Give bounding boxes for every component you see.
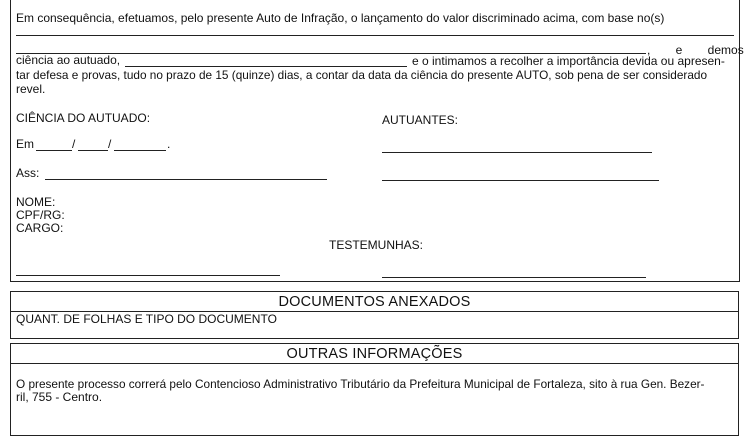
auto-text-line2-end: , e demos (647, 43, 744, 57)
date-slash-1: / (72, 137, 76, 151)
auto-text-line3a: ciência ao autuado, (16, 53, 121, 67)
autuante-signature-2[interactable] (382, 180, 659, 181)
documentos-anexados-section (10, 291, 739, 339)
date-year-field[interactable] (114, 150, 166, 151)
ciencia-label: CIÊNCIA DO AUTUADO: (16, 111, 151, 125)
cpf-label: CPF/RG: (16, 208, 65, 222)
legal-basis-field[interactable] (16, 35, 734, 36)
testemunha-signature-2[interactable] (382, 277, 646, 278)
ass-label: Ass: (16, 166, 40, 180)
outras-divider (11, 363, 738, 364)
outras-title: OUTRAS INFORMAÇÕES (286, 346, 463, 362)
date-day-field[interactable] (36, 150, 72, 151)
auto-text-line1: Em consequência, efetuamos, pelo presente Auto de Infração, o lançamento do valor discriminado acima, com base no(s) (16, 11, 665, 25)
date-slash-2: / (108, 137, 112, 151)
auto-text-line4: tar defesa e provas, tudo no prazo de 15 (quinze) dias, a contar da data da ciência do presente AUTO, sob pena de ser considerado (16, 68, 707, 82)
date-month-field[interactable] (78, 150, 108, 151)
outras-text-line2: ril, 755 - Centro. (16, 390, 103, 404)
autuado-signature-field[interactable] (45, 179, 327, 180)
auto-text-line5: revel. (16, 82, 46, 96)
nome-label: NOME: (16, 195, 56, 209)
em-label: Em (16, 137, 34, 151)
cargo-label: CARGO: (16, 221, 64, 235)
documentos-title: DOCUMENTOS ANEXADOS (278, 294, 471, 310)
auto-section (10, 0, 744, 282)
date-period: . (167, 137, 171, 151)
testemunha-signature-1[interactable] (16, 275, 280, 276)
outras-text-line1: O presente processo correrá pelo Contencioso Administrativo Tributário da Prefeitura Municipal de Fortaleza, sito à rua Gen. Bezer- (16, 377, 705, 391)
autuado-name-field[interactable] (125, 66, 407, 67)
autuante-signature-1[interactable] (382, 152, 652, 153)
testemunhas-label: TESTEMUNHAS: (329, 238, 424, 252)
outras-informacoes-section (10, 343, 739, 436)
autuantes-label: AUTUANTES: (382, 113, 459, 127)
auto-text-line3b: e o intimamos a recolher a importância devida ou apresen- (412, 54, 725, 68)
documentos-subtitle: QUANT. DE FOLHAS E TIPO DO DOCUMENTO (16, 312, 277, 326)
